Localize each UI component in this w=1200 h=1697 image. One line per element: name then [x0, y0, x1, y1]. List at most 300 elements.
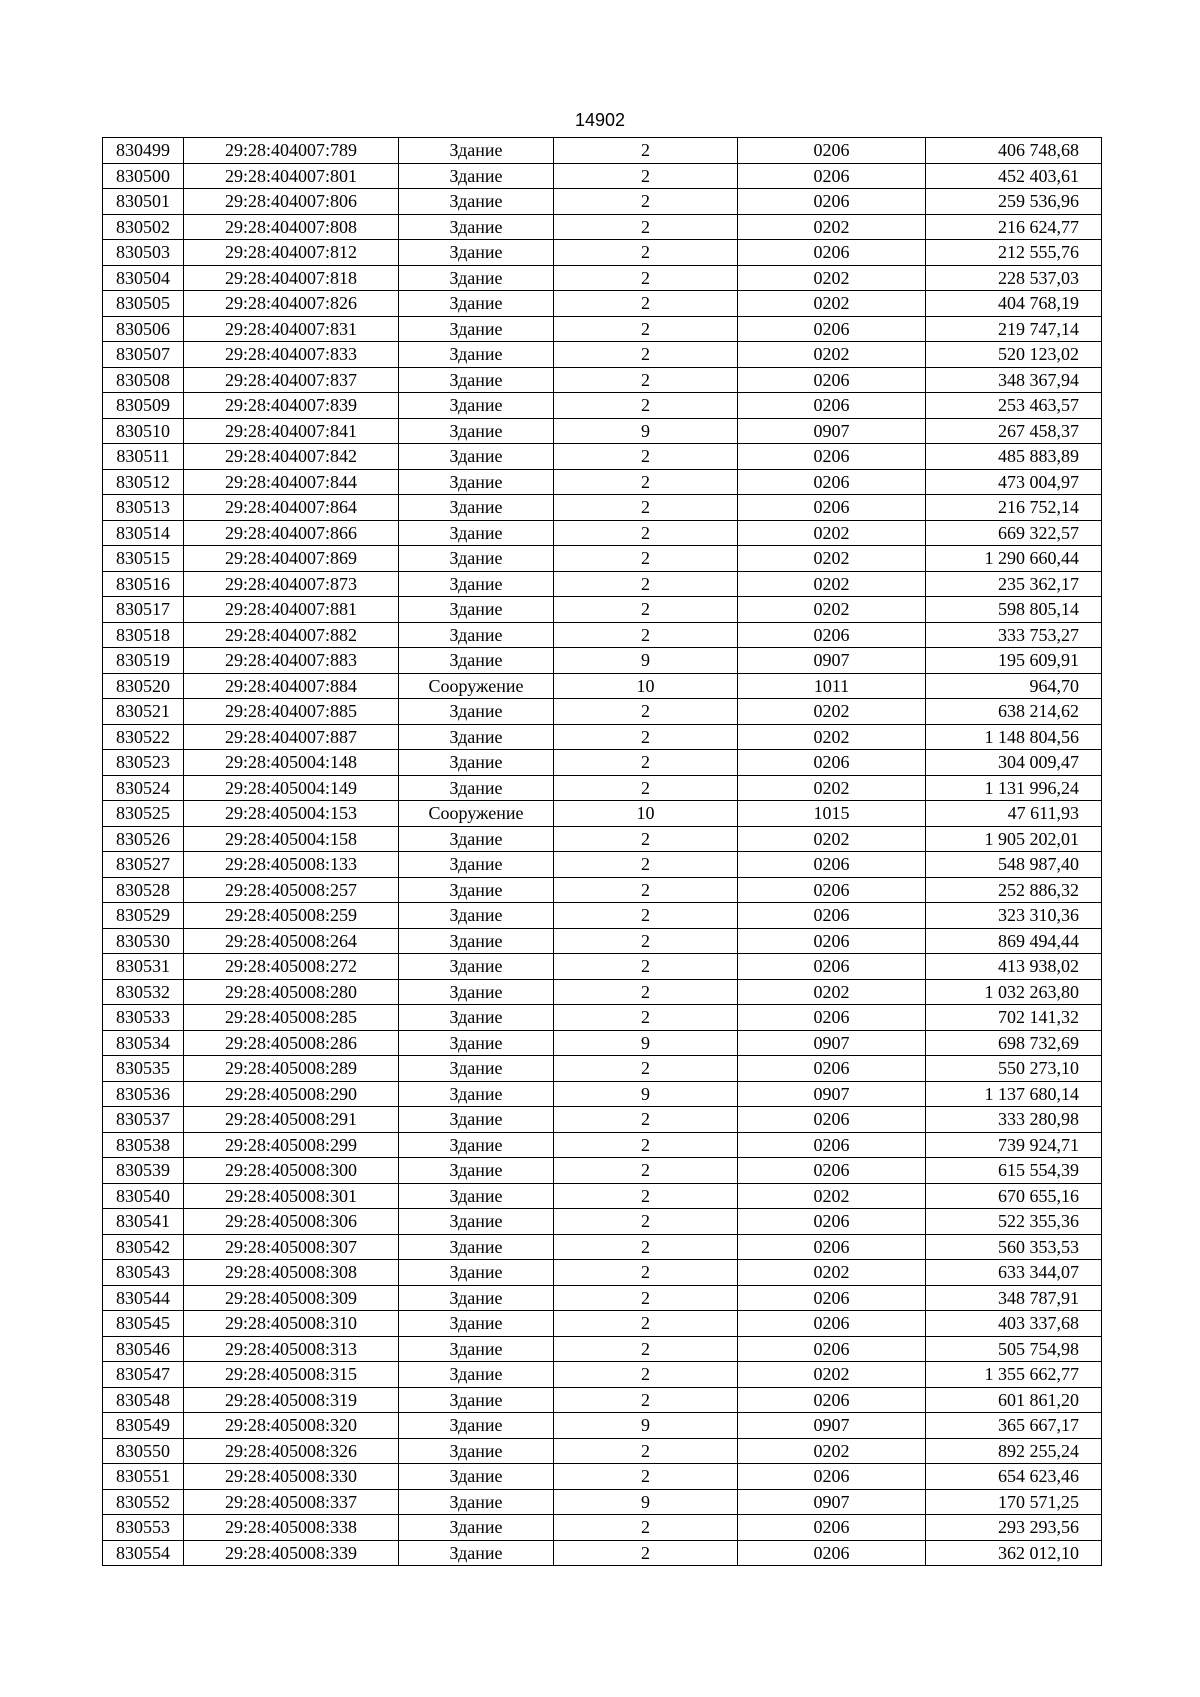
row-number-cell: 830525: [103, 801, 184, 827]
group-cell: 2: [554, 214, 738, 240]
object-type-cell: Здание: [399, 265, 554, 291]
group-cell: 9: [554, 648, 738, 674]
code-cell: 0206: [738, 1005, 926, 1031]
cadastral-number-cell: 29:28:405008:264: [184, 928, 399, 954]
code-cell: 0907: [738, 1489, 926, 1515]
table-row: [103, 189, 1102, 215]
cadastral-number-cell: 29:28:404007:881: [184, 597, 399, 623]
object-type-cell: Здание: [399, 724, 554, 750]
cadastral-value-cell: 403 337,68: [926, 1311, 1102, 1337]
cadastral-number-cell: 29:28:405008:286: [184, 1030, 399, 1056]
group-cell: 2: [554, 393, 738, 419]
group-cell: 2: [554, 546, 738, 572]
code-cell: 0202: [738, 597, 926, 623]
code-cell: 0206: [738, 1387, 926, 1413]
row-number-cell: 830554: [103, 1540, 184, 1566]
cadastral-number-cell: 29:28:405008:326: [184, 1438, 399, 1464]
cadastral-value-cell: 252 886,32: [926, 877, 1102, 903]
row-number-cell: 830514: [103, 520, 184, 546]
row-number-cell: 830544: [103, 1285, 184, 1311]
table-row: [103, 724, 1102, 750]
cadastral-value-cell: 739 924,71: [926, 1132, 1102, 1158]
cadastral-number-cell: 29:28:404007:887: [184, 724, 399, 750]
code-cell: 0206: [738, 903, 926, 929]
table-row: [103, 1005, 1102, 1031]
cadastral-number-cell: 29:28:405008:310: [184, 1311, 399, 1337]
row-number-cell: 830515: [103, 546, 184, 572]
code-cell: 1015: [738, 801, 926, 827]
row-number-cell: 830535: [103, 1056, 184, 1082]
cadastral-number-cell: 29:28:404007:844: [184, 469, 399, 495]
row-number-cell: 830509: [103, 393, 184, 419]
group-cell: 2: [554, 316, 738, 342]
cadastral-value-cell: 560 353,53: [926, 1234, 1102, 1260]
row-number-cell: 830536: [103, 1081, 184, 1107]
table-row: [103, 367, 1102, 393]
row-number-cell: 830548: [103, 1387, 184, 1413]
row-number-cell: 830507: [103, 342, 184, 368]
code-cell: 0206: [738, 1209, 926, 1235]
code-cell: 0907: [738, 418, 926, 444]
table-row: [103, 214, 1102, 240]
group-cell: 2: [554, 495, 738, 521]
cadastral-value-cell: 304 009,47: [926, 750, 1102, 776]
row-number-cell: 830550: [103, 1438, 184, 1464]
code-cell: 0206: [738, 1336, 926, 1362]
code-cell: 0202: [738, 546, 926, 572]
row-number-cell: 830547: [103, 1362, 184, 1388]
group-cell: 2: [554, 622, 738, 648]
object-type-cell: Здание: [399, 928, 554, 954]
table-row: [103, 520, 1102, 546]
group-cell: 2: [554, 571, 738, 597]
cadastral-value-cell: 293 293,56: [926, 1515, 1102, 1541]
row-number-cell: 830549: [103, 1413, 184, 1439]
code-cell: 0907: [738, 1030, 926, 1056]
cadastral-value-cell: 1 355 662,77: [926, 1362, 1102, 1388]
object-type-cell: Здание: [399, 444, 554, 470]
row-number-cell: 830522: [103, 724, 184, 750]
code-cell: 0206: [738, 1056, 926, 1082]
object-type-cell: Здание: [399, 1311, 554, 1337]
row-number-cell: 830502: [103, 214, 184, 240]
cadastral-number-cell: 29:28:404007:884: [184, 673, 399, 699]
table-row: [103, 648, 1102, 674]
object-type-cell: Здание: [399, 214, 554, 240]
group-cell: 2: [554, 1515, 738, 1541]
cadastral-value-cell: 1 290 660,44: [926, 546, 1102, 572]
object-type-cell: Здание: [399, 1132, 554, 1158]
code-cell: 0907: [738, 1081, 926, 1107]
row-number-cell: 830519: [103, 648, 184, 674]
object-type-cell: Сооружение: [399, 673, 554, 699]
object-type-cell: Здание: [399, 469, 554, 495]
cadastral-value-cell: 505 754,98: [926, 1336, 1102, 1362]
cadastral-number-cell: 29:28:404007:841: [184, 418, 399, 444]
cadastral-value-cell: 638 214,62: [926, 699, 1102, 725]
code-cell: 0206: [738, 469, 926, 495]
cadastral-value-cell: 892 255,24: [926, 1438, 1102, 1464]
code-cell: 0206: [738, 163, 926, 189]
row-number-cell: 830532: [103, 979, 184, 1005]
object-type-cell: Здание: [399, 1234, 554, 1260]
object-type-cell: Здание: [399, 775, 554, 801]
table-row: [103, 750, 1102, 776]
object-type-cell: Здание: [399, 1540, 554, 1566]
object-type-cell: Здание: [399, 342, 554, 368]
cadastral-value-cell: 669 322,57: [926, 520, 1102, 546]
cadastral-number-cell: 29:28:405008:306: [184, 1209, 399, 1235]
group-cell: 2: [554, 163, 738, 189]
object-type-cell: Здание: [399, 954, 554, 980]
group-cell: 2: [554, 903, 738, 929]
table-row: [103, 1056, 1102, 1082]
table-row: [103, 469, 1102, 495]
code-cell: 0206: [738, 1132, 926, 1158]
cadastral-number-cell: 29:28:404007:801: [184, 163, 399, 189]
cadastral-number-cell: 29:28:404007:818: [184, 265, 399, 291]
cadastral-value-cell: 259 536,96: [926, 189, 1102, 215]
code-cell: 0202: [738, 265, 926, 291]
cadastral-value-cell: 212 555,76: [926, 240, 1102, 266]
object-type-cell: Здание: [399, 699, 554, 725]
code-cell: 0206: [738, 1158, 926, 1184]
row-number-cell: 830552: [103, 1489, 184, 1515]
code-cell: 0206: [738, 1464, 926, 1490]
row-number-cell: 830527: [103, 852, 184, 878]
cadastral-value-cell: 253 463,57: [926, 393, 1102, 419]
cadastral-number-cell: 29:28:405008:291: [184, 1107, 399, 1133]
row-number-cell: 830518: [103, 622, 184, 648]
cadastral-value-cell: 333 280,98: [926, 1107, 1102, 1133]
cadastral-value-cell: 1 137 680,14: [926, 1081, 1102, 1107]
code-cell: 0202: [738, 291, 926, 317]
group-cell: 2: [554, 1183, 738, 1209]
table-row: [103, 903, 1102, 929]
object-type-cell: Здание: [399, 1413, 554, 1439]
group-cell: 2: [554, 1132, 738, 1158]
cadastral-value-cell: 362 012,10: [926, 1540, 1102, 1566]
row-number-cell: 830500: [103, 163, 184, 189]
cadastral-number-cell: 29:28:405008:308: [184, 1260, 399, 1286]
row-number-cell: 830545: [103, 1311, 184, 1337]
code-cell: 0202: [738, 1183, 926, 1209]
group-cell: 2: [554, 189, 738, 215]
cadastral-value-cell: 485 883,89: [926, 444, 1102, 470]
code-cell: 0202: [738, 1438, 926, 1464]
code-cell: 0206: [738, 750, 926, 776]
row-number-cell: 830530: [103, 928, 184, 954]
object-type-cell: Здание: [399, 1005, 554, 1031]
row-number-cell: 830534: [103, 1030, 184, 1056]
code-cell: 0206: [738, 367, 926, 393]
group-cell: 9: [554, 418, 738, 444]
object-type-cell: Сооружение: [399, 801, 554, 827]
code-cell: 0202: [738, 520, 926, 546]
cadastral-number-cell: 29:28:405004:149: [184, 775, 399, 801]
row-number-cell: 830542: [103, 1234, 184, 1260]
group-cell: 2: [554, 1336, 738, 1362]
cadastral-number-cell: 29:28:405008:319: [184, 1387, 399, 1413]
table-row: [103, 571, 1102, 597]
cadastral-value-cell: 670 655,16: [926, 1183, 1102, 1209]
group-cell: 2: [554, 1158, 738, 1184]
code-cell: 0202: [738, 699, 926, 725]
code-cell: 0206: [738, 1515, 926, 1541]
row-number-cell: 830523: [103, 750, 184, 776]
code-cell: 1011: [738, 673, 926, 699]
row-number-cell: 830508: [103, 367, 184, 393]
group-cell: 2: [554, 1438, 738, 1464]
cadastral-number-cell: 29:28:404007:837: [184, 367, 399, 393]
object-type-cell: Здание: [399, 852, 554, 878]
group-cell: 2: [554, 265, 738, 291]
group-cell: 10: [554, 673, 738, 699]
row-number-cell: 830512: [103, 469, 184, 495]
cadastral-value-cell: 1 131 996,24: [926, 775, 1102, 801]
cadastral-number-cell: 29:28:405008:299: [184, 1132, 399, 1158]
object-type-cell: Здание: [399, 648, 554, 674]
table-row: [103, 979, 1102, 1005]
cadastral-value-cell: 615 554,39: [926, 1158, 1102, 1184]
code-cell: 0206: [738, 240, 926, 266]
cadastral-number-cell: 29:28:405008:285: [184, 1005, 399, 1031]
cadastral-number-cell: 29:28:405008:320: [184, 1413, 399, 1439]
table-row: [103, 1132, 1102, 1158]
table-row: [103, 316, 1102, 342]
table-row: [103, 1107, 1102, 1133]
object-type-cell: Здание: [399, 163, 554, 189]
table-row: [103, 291, 1102, 317]
cadastral-number-cell: 29:28:404007:883: [184, 648, 399, 674]
code-cell: 0202: [738, 342, 926, 368]
code-cell: 0206: [738, 495, 926, 521]
code-cell: 0202: [738, 214, 926, 240]
object-type-cell: Здание: [399, 1209, 554, 1235]
table-row: [103, 265, 1102, 291]
cadastral-value-cell: 550 273,10: [926, 1056, 1102, 1082]
row-number-cell: 830524: [103, 775, 184, 801]
code-cell: 0202: [738, 724, 926, 750]
group-cell: 2: [554, 1311, 738, 1337]
cadastral-value-cell: 520 123,02: [926, 342, 1102, 368]
group-cell: 2: [554, 724, 738, 750]
cadastral-number-cell: 29:28:404007:842: [184, 444, 399, 470]
group-cell: 2: [554, 750, 738, 776]
cadastral-number-cell: 29:28:405008:313: [184, 1336, 399, 1362]
object-type-cell: Здание: [399, 495, 554, 521]
cadastral-number-cell: 29:28:405008:307: [184, 1234, 399, 1260]
code-cell: 0206: [738, 316, 926, 342]
cadastral-number-cell: 29:28:405008:259: [184, 903, 399, 929]
object-type-cell: Здание: [399, 1260, 554, 1286]
group-cell: 2: [554, 826, 738, 852]
group-cell: 2: [554, 954, 738, 980]
object-type-cell: Здание: [399, 1362, 554, 1388]
group-cell: 2: [554, 138, 738, 164]
group-cell: 2: [554, 1056, 738, 1082]
cadastral-number-cell: 29:28:404007:882: [184, 622, 399, 648]
table-row: [103, 1285, 1102, 1311]
row-number-cell: 830546: [103, 1336, 184, 1362]
cadastral-value-cell: 413 938,02: [926, 954, 1102, 980]
group-cell: 9: [554, 1030, 738, 1056]
cadastral-number-cell: 29:28:405004:148: [184, 750, 399, 776]
object-type-cell: Здание: [399, 1515, 554, 1541]
cadastral-value-cell: 473 004,97: [926, 469, 1102, 495]
group-cell: 2: [554, 342, 738, 368]
table-row: [103, 699, 1102, 725]
table-row: [103, 673, 1102, 699]
row-number-cell: 830520: [103, 673, 184, 699]
table-row: [103, 1234, 1102, 1260]
cadastral-number-cell: 29:28:404007:806: [184, 189, 399, 215]
group-cell: 2: [554, 1005, 738, 1031]
group-cell: 2: [554, 1260, 738, 1286]
group-cell: 2: [554, 1464, 738, 1490]
row-number-cell: 830505: [103, 291, 184, 317]
code-cell: 0206: [738, 1540, 926, 1566]
code-cell: 0202: [738, 775, 926, 801]
group-cell: 2: [554, 1387, 738, 1413]
object-type-cell: Здание: [399, 750, 554, 776]
cadastral-number-cell: 29:28:405008:280: [184, 979, 399, 1005]
object-type-cell: Здание: [399, 1489, 554, 1515]
code-cell: 0206: [738, 138, 926, 164]
object-type-cell: Здание: [399, 1030, 554, 1056]
object-type-cell: Здание: [399, 520, 554, 546]
table-row: [103, 495, 1102, 521]
cadastral-value-cell: 869 494,44: [926, 928, 1102, 954]
table-row: [103, 342, 1102, 368]
table-row: [103, 1413, 1102, 1439]
cadastral-number-cell: 29:28:404007:864: [184, 495, 399, 521]
cadastral-value-cell: 698 732,69: [926, 1030, 1102, 1056]
object-type-cell: Здание: [399, 1387, 554, 1413]
row-number-cell: 830510: [103, 418, 184, 444]
table-row: [103, 1311, 1102, 1337]
object-type-cell: Здание: [399, 1107, 554, 1133]
group-cell: 2: [554, 1209, 738, 1235]
row-number-cell: 830501: [103, 189, 184, 215]
cadastral-value-cell: 195 609,91: [926, 648, 1102, 674]
cadastral-number-cell: 29:28:404007:869: [184, 546, 399, 572]
table-row: [103, 138, 1102, 164]
group-cell: 2: [554, 1234, 738, 1260]
object-type-cell: Здание: [399, 418, 554, 444]
code-cell: 0202: [738, 1260, 926, 1286]
cadastral-number-cell: 29:28:405008:330: [184, 1464, 399, 1490]
cadastral-number-cell: 29:28:405008:315: [184, 1362, 399, 1388]
group-cell: 2: [554, 240, 738, 266]
group-cell: 2: [554, 877, 738, 903]
cadastral-value-cell: 601 861,20: [926, 1387, 1102, 1413]
cadastral-value-cell: 228 537,03: [926, 265, 1102, 291]
table-row: [103, 1260, 1102, 1286]
cadastral-number-cell: 29:28:404007:808: [184, 214, 399, 240]
row-number-cell: 830528: [103, 877, 184, 903]
group-cell: 9: [554, 1413, 738, 1439]
group-cell: 9: [554, 1489, 738, 1515]
row-number-cell: 830521: [103, 699, 184, 725]
cadastral-value-cell: 702 141,32: [926, 1005, 1102, 1031]
group-cell: 2: [554, 291, 738, 317]
cadastral-value-cell: 404 768,19: [926, 291, 1102, 317]
table-row: [103, 1362, 1102, 1388]
object-type-cell: Здание: [399, 138, 554, 164]
table-row: [103, 852, 1102, 878]
row-number-cell: 830504: [103, 265, 184, 291]
registry-table: [102, 137, 1102, 1566]
row-number-cell: 830553: [103, 1515, 184, 1541]
row-number-cell: 830506: [103, 316, 184, 342]
object-type-cell: Здание: [399, 189, 554, 215]
object-type-cell: Здание: [399, 1464, 554, 1490]
table-row: [103, 775, 1102, 801]
code-cell: 0202: [738, 979, 926, 1005]
code-cell: 0206: [738, 877, 926, 903]
row-number-cell: 830529: [103, 903, 184, 929]
table-row: [103, 1540, 1102, 1566]
cadastral-number-cell: 29:28:405008:272: [184, 954, 399, 980]
cadastral-value-cell: 170 571,25: [926, 1489, 1102, 1515]
table-row: [103, 826, 1102, 852]
code-cell: 0206: [738, 954, 926, 980]
object-type-cell: Здание: [399, 1056, 554, 1082]
object-type-cell: Здание: [399, 571, 554, 597]
cadastral-value-cell: 348 787,91: [926, 1285, 1102, 1311]
object-type-cell: Здание: [399, 1081, 554, 1107]
cadastral-value-cell: 1 148 804,56: [926, 724, 1102, 750]
page-number: 14902: [574, 110, 626, 130]
cadastral-number-cell: 29:28:405008:339: [184, 1540, 399, 1566]
row-number-cell: 830513: [103, 495, 184, 521]
table-row: [103, 597, 1102, 623]
cadastral-number-cell: 29:28:405008:290: [184, 1081, 399, 1107]
object-type-cell: Здание: [399, 826, 554, 852]
object-type-cell: Здание: [399, 291, 554, 317]
code-cell: 0206: [738, 852, 926, 878]
group-cell: 2: [554, 1285, 738, 1311]
object-type-cell: Здание: [399, 1158, 554, 1184]
code-cell: 0206: [738, 622, 926, 648]
table-row: [103, 1387, 1102, 1413]
table-row: [103, 801, 1102, 827]
row-number-cell: 830540: [103, 1183, 184, 1209]
row-number-cell: 830541: [103, 1209, 184, 1235]
cadastral-number-cell: 29:28:405004:158: [184, 826, 399, 852]
row-number-cell: 830538: [103, 1132, 184, 1158]
cadastral-number-cell: 29:28:404007:833: [184, 342, 399, 368]
cadastral-value-cell: 406 748,68: [926, 138, 1102, 164]
object-type-cell: Здание: [399, 1336, 554, 1362]
row-number-cell: 830533: [103, 1005, 184, 1031]
group-cell: 2: [554, 775, 738, 801]
group-cell: 2: [554, 367, 738, 393]
cadastral-value-cell: 216 624,77: [926, 214, 1102, 240]
group-cell: 2: [554, 852, 738, 878]
table-row: [103, 954, 1102, 980]
table-row: [103, 622, 1102, 648]
object-type-cell: Здание: [399, 1183, 554, 1209]
cadastral-value-cell: 522 355,36: [926, 1209, 1102, 1235]
group-cell: 2: [554, 979, 738, 1005]
code-cell: 0206: [738, 928, 926, 954]
cadastral-value-cell: 548 987,40: [926, 852, 1102, 878]
cadastral-value-cell: 219 747,14: [926, 316, 1102, 342]
cadastral-value-cell: 452 403,61: [926, 163, 1102, 189]
group-cell: 2: [554, 928, 738, 954]
